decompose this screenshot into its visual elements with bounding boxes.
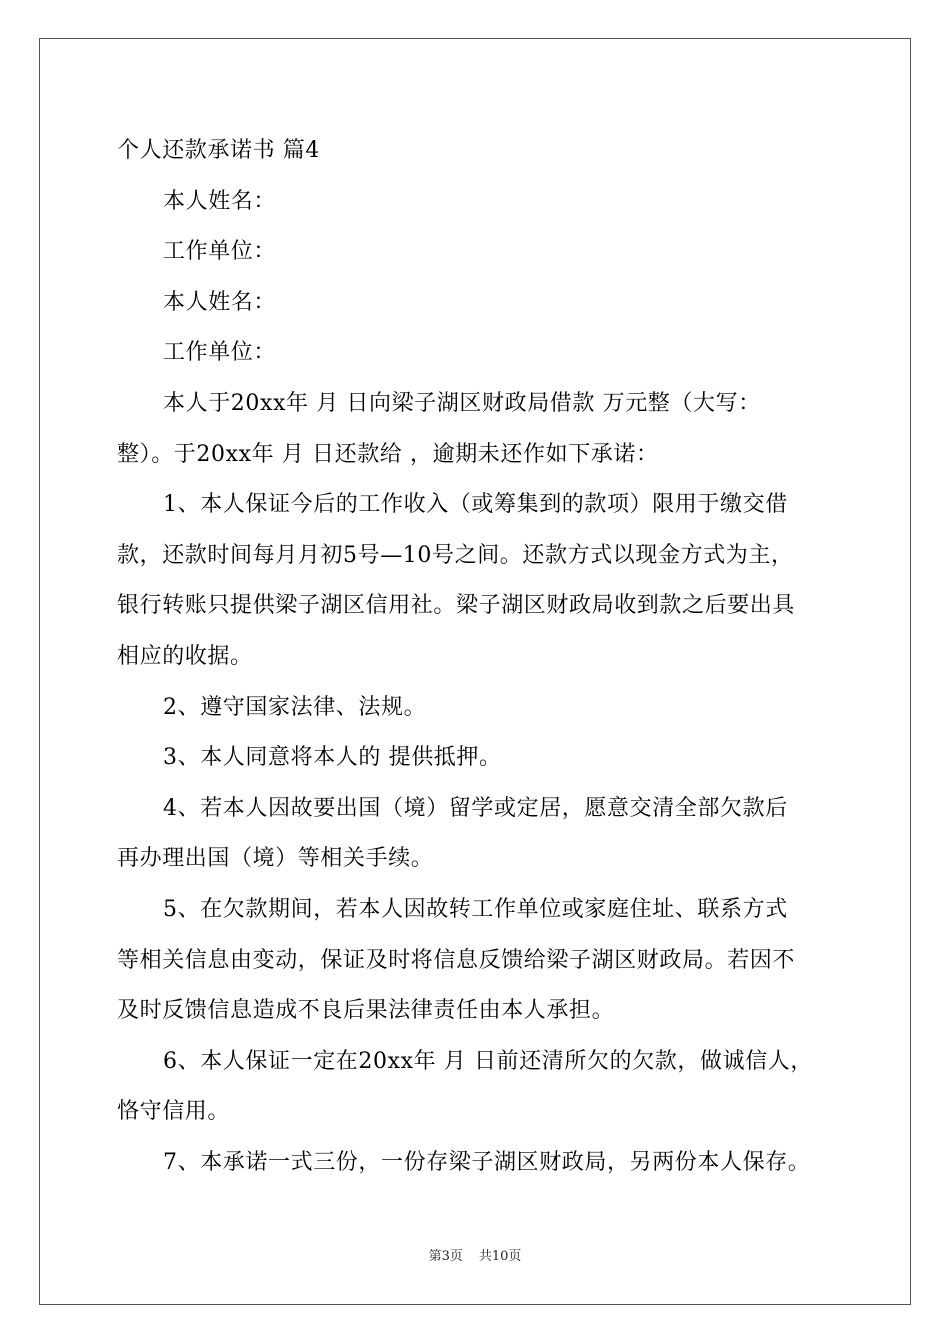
paragraph-line: 7、本承诺一式三份，一份存梁子湖区财政局，另两份本人保存。	[163, 1149, 811, 1175]
paragraph-line: 本人姓名：	[163, 188, 277, 214]
paragraph-line: 5、在欠款期间，若本人因故转工作单位或家庭住址、联系方式	[163, 896, 788, 922]
page-footer	[0, 1248, 950, 1266]
paragraph-line: 工作单位：	[163, 239, 277, 265]
paragraph-line: 本人于20xx年 月 日向梁子湖区财政局借款 万元整（大写：	[163, 390, 761, 416]
paragraph-line: 本人姓名：	[163, 289, 277, 315]
page-number-total: 共10页	[478, 1249, 522, 1264]
paragraph-line: 款，还款时间每月月初5号—10号之间。还款方式以现金方式为主，	[117, 542, 794, 568]
paragraph-line: 银行转账只提供梁子湖区信用社。梁子湖区财政局收到款之后要出具	[117, 593, 796, 619]
page-number-current: 第3页	[428, 1249, 463, 1264]
document-body	[117, 126, 837, 1188]
paragraph-line: 等相关信息由变动，保证及时将信息反馈给梁子湖区财政局。若因不	[117, 947, 796, 973]
paragraph-line: 2、遵守国家法律、法规。	[163, 694, 427, 720]
paragraph-line: 及时反馈信息造成不良后果法律责任由本人承担。	[117, 998, 615, 1024]
paragraph-line: 整）。于20xx年 月 日还款给 ，逾期未还作如下承诺：	[117, 441, 659, 467]
paragraph-line: 6、本人保证一定在20xx年 月 日前还清所欠的欠款，做诚信人，	[163, 1048, 813, 1074]
paragraph-line: 再办理出国（境）等相关手续。	[117, 846, 434, 872]
paragraph-line: 1、本人保证今后的工作收入（或筹集到的款项）限用于缴交借	[163, 492, 788, 518]
document-title: 个人还款承诺书 篇4	[117, 138, 320, 163]
paragraph-line: 4、若本人因故要出国（境）留学或定居，愿意交清全部欠款后	[163, 795, 788, 821]
paragraph-line: 工作单位：	[163, 340, 277, 366]
paragraph-line: 恪守信用。	[117, 1099, 231, 1125]
paragraph-line: 3、本人同意将本人的 提供抵押。	[163, 745, 502, 771]
paragraph-line: 相应的收据。	[117, 643, 253, 669]
